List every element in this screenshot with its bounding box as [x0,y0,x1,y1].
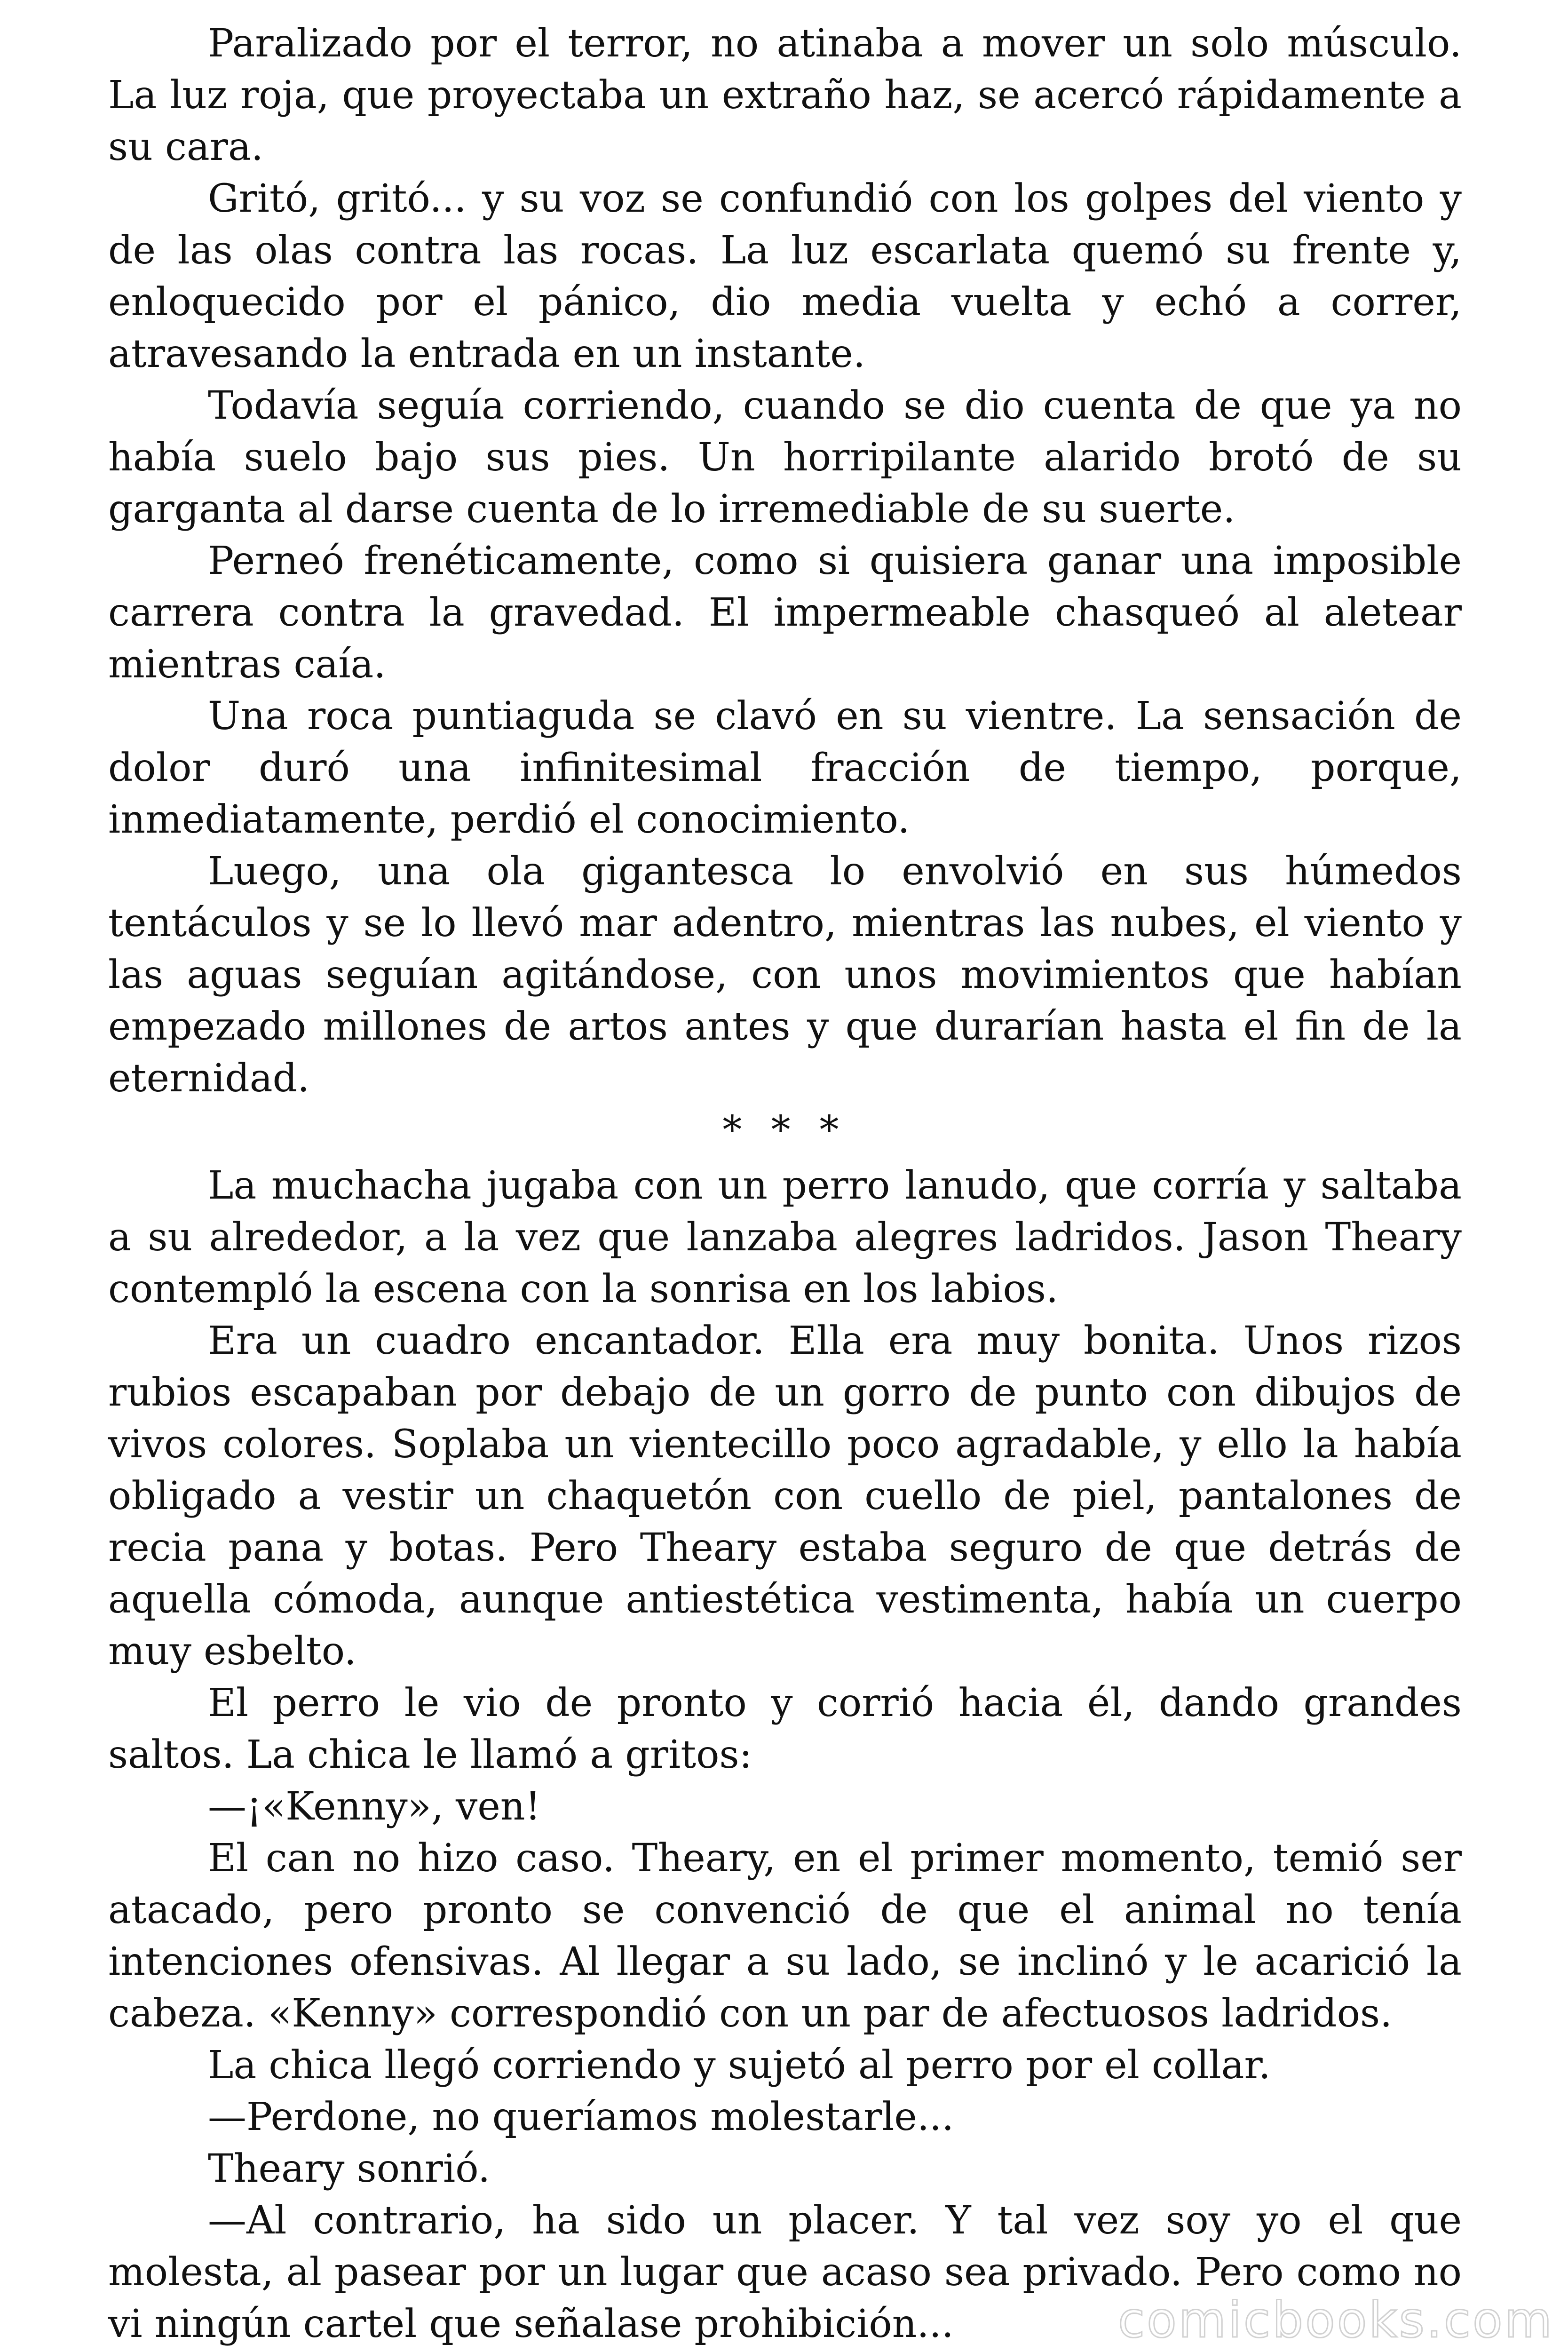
paragraph: La muchacha jugaba con un perro lanudo, que corría y saltaba a su alrededor, a la vez que lanzaba alegres ladridos. Jason Theary contempló la escena con la sonrisa en los labios. [108,1163,1462,1311]
paragraph: Perneó frenéticamente, como si quisiera ganar una imposible carrera contra la gravedad. El impermeable chasqueó al aletear mientras caía. [108,539,1462,687]
section-divider: * * * [722,1108,847,1152]
dialogue-line [108,2350,1462,2352]
dialogue-line: —Perdone, no queríamos molestarle... [208,2095,954,2139]
paragraph: El can no hizo caso. Theary, en el primer momento, temió ser atacado, pero pronto se convenció de que el animal no tenía intenciones ofensivas. Al llegar a su lado, se inclinó y le acarició la cabeza. «Kenny» correspondió con un par de afectuosos ladridos. [108,1836,1462,2036]
watermark: comicbooks.com [1117,2291,1554,2349]
paragraph: Gritó, gritó... y su voz se confundió con los golpes del viento y de las olas contra las rocas. La luz escarlata quemó su frente y, enloquecido por el pánico, dio media vuelta y echó a correr, atravesando la entrada en un instante. [108,176,1462,376]
document-body [108,18,1462,2352]
paragraph: La chica llegó corriendo y sujetó al perro por el collar. [208,2043,1271,2088]
paragraph: Theary sonrió. [208,2146,491,2191]
paragraph: Luego, una ola gigantesca lo envolvió en sus húmedos tentáculos y se lo llevó mar adentro, mientras las nubes, el viento y las aguas seguían agitándose, con unos movimientos que habían empezado millones de artos antes y que durarían hasta el fin de la eternidad. [108,849,1462,1101]
paragraph: Todavía seguía corriendo, cuando se dio cuenta de que ya no había suelo bajo sus pies. Un horripilante alarido brotó de su garganta al darse cuenta de lo irremediable de su suerte. [108,383,1462,532]
paragraph: Paralizado por el terror, no atinaba a mover un solo músculo. La luz roja, que proyectaba un extraño haz, se acercó rápidamente a su cara. [108,21,1462,169]
dialogue-line: —¡«Kenny», ven! [208,1784,541,1829]
dialogue-line: —Al contrario, ha sido un placer. Y tal vez soy yo el que molesta, al pasear por un lugar que acaso sea privado. Pero como no vi ningún cartel que señalase prohibición... [108,2198,1462,2346]
paragraph: Era un cuadro encantador. Ella era muy bonita. Unos rizos rubios escapaban por debajo de un gorro de punto con dibujos de vivos colores. Soplaba un vientecillo poco agradable, y ello la había obligado a vestir un chaquetón con cuello de piel, pantalones de recia pana y botas. Pero Theary estaba seguro de que detrás de aquella cómoda, aunque antiestética vestimenta, había un cuerpo muy esbelto. [108,1319,1462,1674]
paragraph: El perro le vio de pronto y corrió hacia él, dando grandes saltos. La chica le llamó a gritos: [108,1681,1462,1777]
paragraph: Una roca puntiaguda se clavó en su vientre. La sensación de dolor duró una infinitesimal fracción de tiempo, porque, inmediatamente, perdió el conocimiento. [108,694,1462,842]
